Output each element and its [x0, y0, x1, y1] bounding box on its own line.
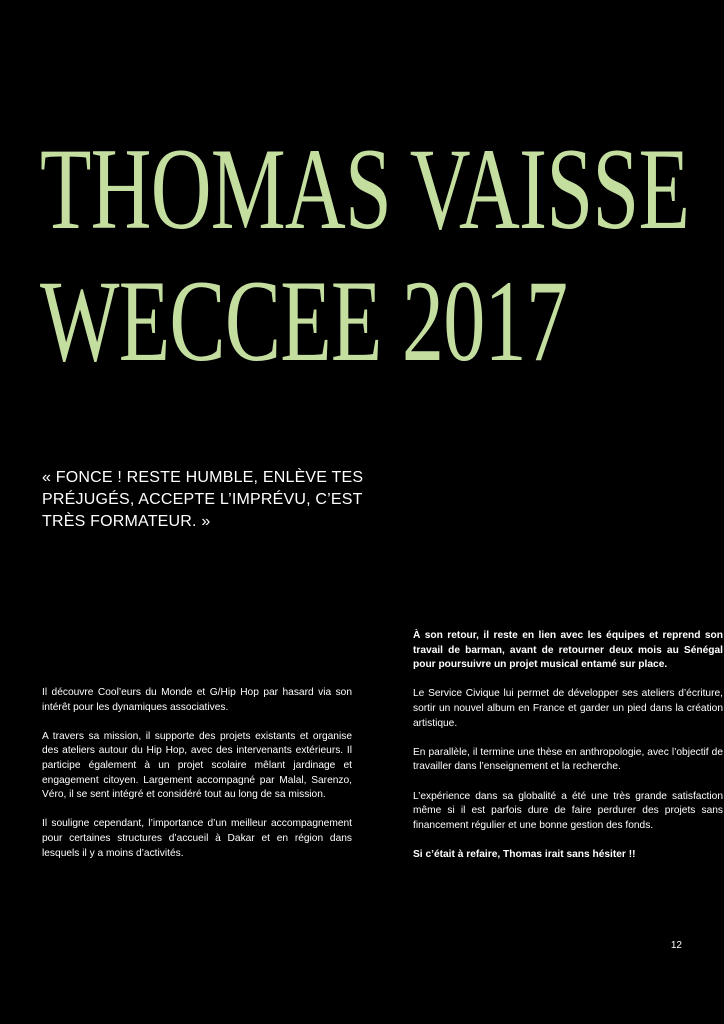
right-paragraph-2: Le Service Civique lui permet de développer ses ateliers d’écriture, sortir un nouvel album en France et garder un pied dans la création artistique. [413, 688, 723, 729]
right-paragraph-1: À son retour, il reste en lien avec les équipes et reprend son travail de barman, avant de retourner deux mois au Sénégal pour poursuivre un projet musical entamé sur place. [413, 630, 723, 671]
page-title-program: WECCEE 2017 [40, 257, 568, 387]
right-column [413, 629, 723, 877]
pull-quote: « FONCE ! RESTE HUMBLE, ENLÈVE TES PRÉJUGÉS, ACCEPTE L’IMPRÉVU, C’EST TRÈS FORMATEUR. » [42, 469, 364, 530]
right-paragraph-4: L’expérience dans sa globalité a été une très grande satisfaction même si il est parfois dure de faire perdurer des projets sans financement régulier et une bonne gestion des fonds. [413, 790, 723, 831]
page-number: 12 [670, 940, 682, 951]
left-column [42, 686, 352, 876]
left-paragraph-2: A travers sa mission, il supporte des projets existants et organise des ateliers autour du Hip Hop, avec des intervenants extérieurs. Il participe également à un projet scolaire mêlant jardinage et engagement citoyen. Largement accompagné par Malal, Sarenzo, Véro, il se sent intégré et considéré tout au long de sa mission. [42, 730, 352, 801]
right-paragraph-3: En parallèle, il termine une thèse en anthropologie, avec l’objectif de travailler dans l’enseignement et la recherche. [413, 746, 723, 773]
left-paragraph-1: Il découvre Cool’eurs du Monde et G/Hip Hop par hasard via son intérêt pour les dynamiques associatives. [42, 687, 352, 713]
right-paragraph-5: Si c’était à refaire, Thomas irait sans hésiter !! [413, 848, 636, 860]
left-paragraph-3: Il souligne cependant, l’importance d’un meilleur accompagnement pour certaines structures d’accueil à Dakar et en région dans lesquels il y a moins d’activités. [42, 818, 352, 859]
page-title-name: THOMAS VAISSE [40, 125, 690, 255]
